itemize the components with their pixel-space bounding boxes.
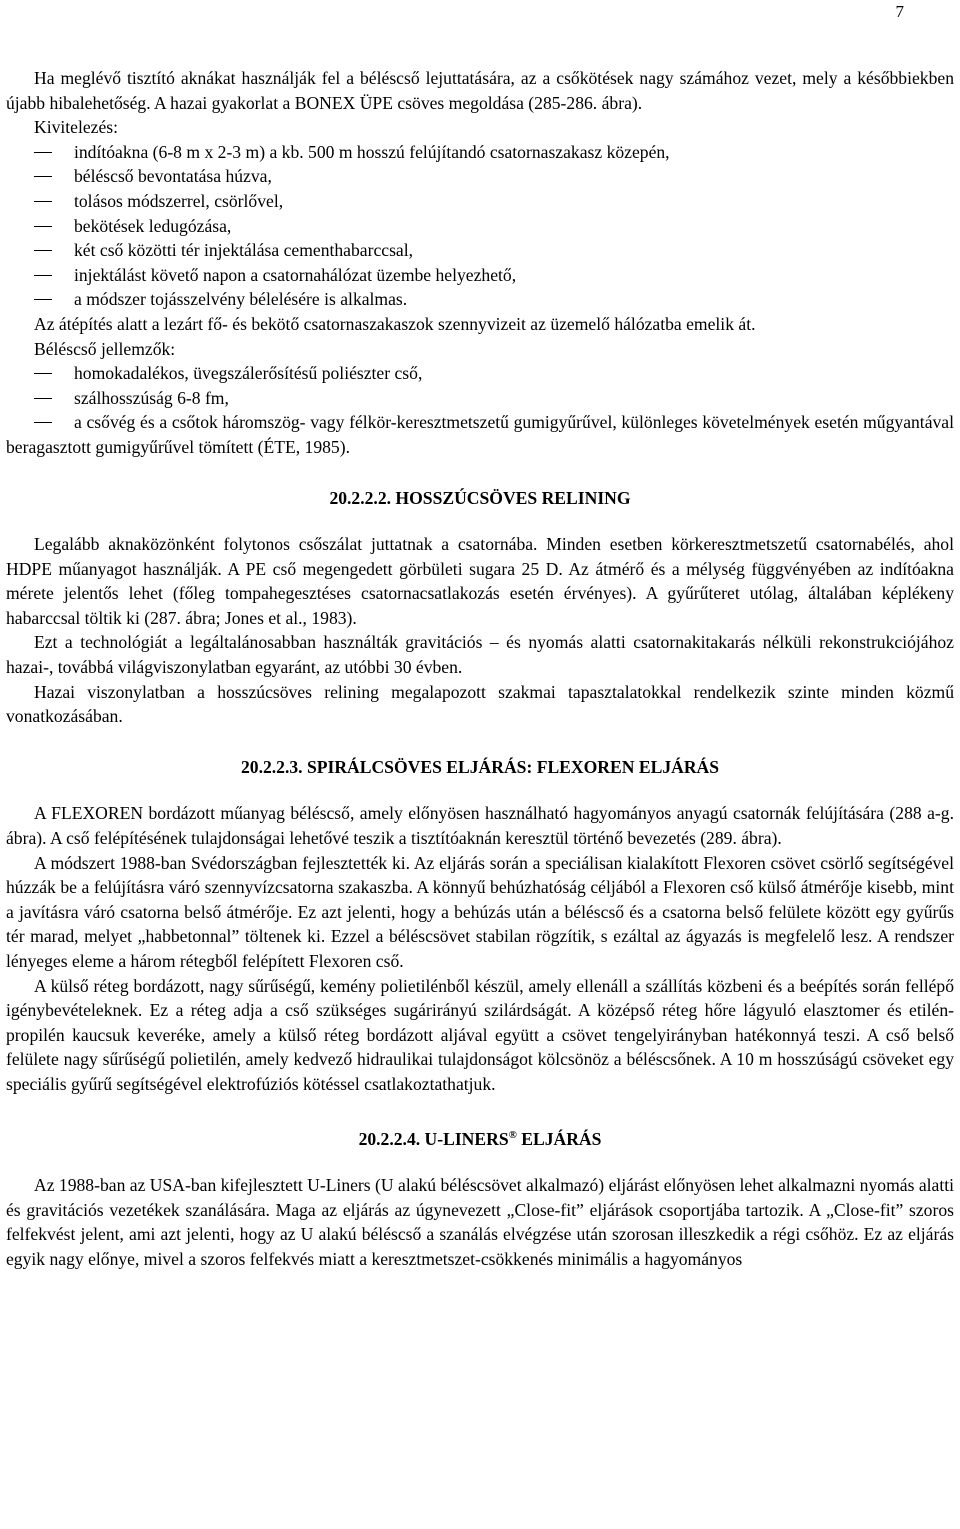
list-item: szálhosszúság 6-8 fm, <box>6 386 954 411</box>
heading-text: 20.2.2.4. U-LINERS <box>358 1128 509 1149</box>
registered-mark: ® <box>508 1128 517 1141</box>
list-item: injektálást követő napon a csatornahálózat üzembe helyezhető, <box>6 263 954 288</box>
section-paragraph: A módszert 1988-ban Svédországban fejlesztették ki. Az eljárás során a speciálisan kialakított Flexoren csövet csörlő segítségével húzzák be a felújításra váró szennyvízcsatorna szakaszba. A könnyű behúzhatóság céljából a Flexoren cső külső átmérője kisebb, mint a javításra váró csatorna belső átmérője. Ez azt jelenti, hogy a behúzás után a béléscső és a csatorna belső felülete között egy gyűrűs tér marad, melyet „habbetonnal” töltenek ki. Ezzel a béléscsövet stabilan rögzítik, s ezáltal az ágyazás is megfelelő lesz. A rendszer lényeges eleme a három rétegből felépített Flexoren cső. <box>6 852 954 971</box>
list-item: a módszer tojásszelvény bélelésére is alkalmas. <box>6 287 954 312</box>
section-heading: 20.2.2.2. HOSSZÚCSÖVES RELINING <box>329 487 631 508</box>
list-item: indítóakna (6-8 m x 2-3 m) a kb. 500 m hosszú felújítandó csatornaszakasz közepén, <box>6 140 954 165</box>
list-item: bekötések ledugózása, <box>6 214 954 239</box>
section-heading: 20.2.2.3. SPIRÁLCSÖVES ELJÁRÁS: FLEXOREN ELJÁRÁS <box>240 756 720 777</box>
list-item: béléscső bevontatása húzva, <box>6 164 954 189</box>
rebuild-note: Az átépítés alatt a lezárt fő- és bekötő csatornaszakaszok szennyvizeit az üzemelő hálózatba emelik át. <box>34 313 756 334</box>
list-item: tolásos módszerrel, csörlővel, <box>6 189 954 214</box>
section-heading <box>6 1123 954 1151</box>
pipe-list <box>6 361 954 459</box>
section-paragraph: A FLEXOREN bordázott műanyag béléscső, amely előnyösen használható hagyományos anyagú csatornák felújítására (288 a-g. ábra). A cső felépítésének tulajdonságai lehetővé teszik a tisztítóaknán keresztül történő bevezetés (289. ábra). <box>6 803 954 849</box>
pipe-label: Béléscső jellemzők: <box>34 338 176 359</box>
section-paragraph: Ezt a technológiát a legáltalánosabban használták gravitációs – és nyomás alatti csatornakitakarás nélküli rekonstrukciójához hazai-, továbbá világviszonylatban egyaránt, az utóbbi 30 évben. <box>6 632 954 678</box>
section-paragraph: Az 1988-ban az USA-ban kifejlesztett U-Liners (U alakú béléscsövet alkalmazó) eljárást előnyösen lehet alkalmazni nyomás alatti és gravitációs vezetékek szanálására. Maga az eljárás az úgynevezett „Close-fit” eljárások csoportjába tartozik. A „Close-fit” szoros felfekvést jelent, ami azt jelenti, hogy az U alakú béléscső a szanálás elvégzése után szorosan illeszkedik a régi csőhöz. Ez az eljárás egyik nagy előnye, mivel a szoros felfekvés miatt a keresztmetszet-csökkenés minimális a hagyományos <box>6 1175 954 1269</box>
section-paragraph: A külső réteg bordázott, nagy sűrűségű, kemény polietilénből készül, amely ellenáll a szállítás közbeni és a beépítés során fellépő igénybevételeknek. Ez a réteg adja a cső szükséges sugárirányú szilárdságát. A középső réteg hőre lágyuló elasztomer és etilén-propilén kaucsuk keveréke, amely a külső réteg bordázott aljával együtt a csövet tengelyirányban hatékonnyá teszi. A cső belső felülete nagy sűrűségű polietilén, amely kedvező hidraulikai tulajdonságot kölcsönöz a béléscsőnek. A 10 m hosszúságú csöveket egy speciális gyűrű segítségével elektrofúziós kötéssel csatlakoztathatjuk. <box>6 975 954 1094</box>
intro-paragraph: Ha meglévő tisztító aknákat használják fel a béléscső lejuttatására, az a csőkötések nagy számához vezet, mely a későbbiekben újabb hibalehetőség. A hazai gyakorlat a BONEX ÜPE csöves megoldása (285-286. ábra). <box>6 68 954 113</box>
list-item: két cső közötti tér injektálása cementhabarccsal, <box>6 238 954 263</box>
page-number: 7 <box>895 2 904 21</box>
section-paragraph: Hazai viszonylatban a hosszúcsöves relining megalapozott szakmai tapasztalatokkal rendelkezik szinte minden közmű vonatkozásában. <box>6 681 954 727</box>
execution-list <box>6 140 954 312</box>
list-item: a csővég és a csőtok háromszög- vagy félkör-keresztmetszetű gumigyűrűvel, különleges követelmények esetén műgyantával beragasztott gumigyűrűvel tömített (ÉTE, 1985). <box>6 410 954 459</box>
list-item: homokadalékos, üvegszálerősítésű poliészter cső, <box>6 361 954 386</box>
heading-suffix: ELJÁRÁS <box>516 1128 602 1149</box>
document-body <box>6 66 954 1271</box>
execution-label: Kivitelezés: <box>34 117 119 138</box>
section-paragraph: Legalább aknaközönként folytonos csőszálat juttatnak a csatornába. Minden esetben körkeresztmetszetű csatornabélés, ahol HDPE műanyagot használják. A PE cső megengedett görbületi sugara 25 D. Az átmérő és a mélység függvényében az indítóakna mérete jelentős lehet (főleg tompahegesztéses csatornacsatlakozás esetén érvényes). A gyűrűteret utólag, általában képlékeny habarccsal töltik ki (287. ábra; Jones et al., 1983). <box>6 534 954 628</box>
